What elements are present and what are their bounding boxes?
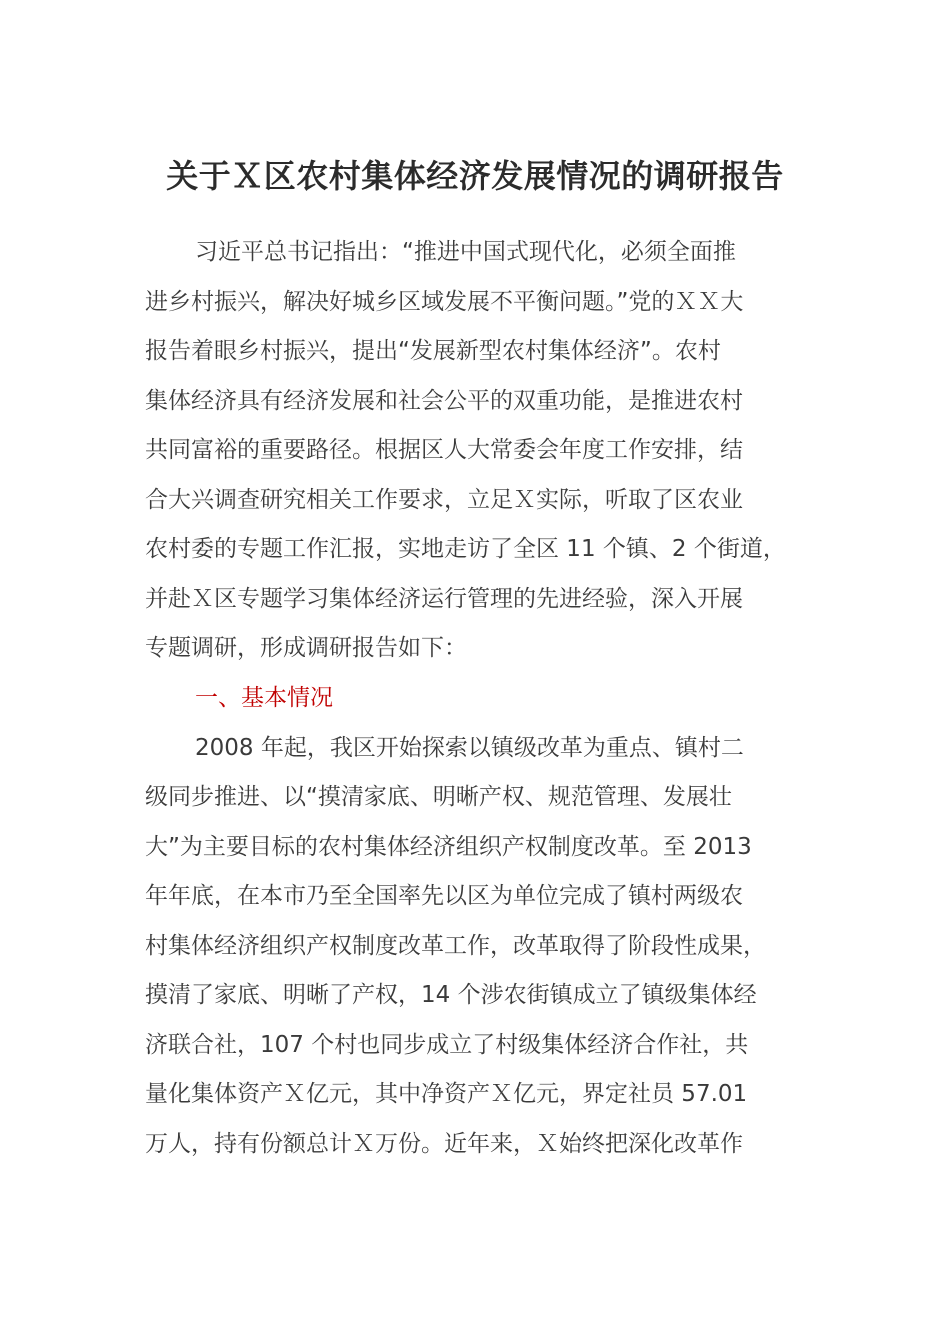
paragraph-line: 农村委的专题工作汇报，实地走访了全区 11 个镇、2 个街道， (145, 536, 786, 562)
paragraph-line: 2008 年起，我区开始探索以镇级改革为重点、镇村二 (195, 735, 744, 761)
paragraph-line: 年年底，在本市乃至全国率先以区为单位完成了镇村两级农 (145, 883, 743, 909)
paragraph-line: 万人，持有份额总计Ｘ万份。近年来，Ｘ始终把深化改革作 (145, 1131, 743, 1157)
paragraph-line: 合大兴调查研究相关工作要求，立足Ｘ实际，听取了区农业 (145, 487, 743, 513)
paragraph-line: 并赴Ｘ区专题学习集体经济运行管理的先进经验，深入开展 (145, 586, 743, 612)
paragraph-line: 专题调研，形成调研报告如下： (145, 635, 467, 661)
paragraph-line: 村集体经济组织产权制度改革工作，改革取得了阶段性成果， (145, 933, 766, 959)
section-heading: 一、基本情况 (195, 685, 333, 711)
paragraph-line: 报告着眼乡村振兴，提出“发展新型农村集体经济”。农村 (145, 338, 721, 364)
paragraph-line: 共同富裕的重要路径。根据区人大常委会年度工作安排，结 (145, 437, 743, 463)
paragraph-line: 习近平总书记指出：“推进中国式现代化，必须全面推 (195, 239, 736, 265)
paragraph-line: 大”为主要目标的农村集体经济组织产权制度改革。至 2013 (145, 834, 752, 860)
paragraph-line: 级同步推进、以“摸清家底、明晰产权、规范管理、发展壮 (145, 784, 732, 810)
paragraph-line: 摸清了家底、明晰了产权，14 个涉农街镇成立了镇级集体经 (145, 982, 757, 1008)
document-title: 关于Ｘ区农村集体经济发展情况的调研报告 (166, 157, 784, 195)
paragraph-line: 量化集体资产Ｘ亿元，其中净资产Ｘ亿元，界定社员 57.01 (145, 1081, 748, 1107)
paragraph-line: 集体经济具有经济发展和社会公平的双重功能，是推进农村 (145, 388, 743, 414)
paragraph-line: 济联合社，107 个村也同步成立了村级集体经济合作社，共 (145, 1032, 749, 1058)
paragraph-line: 进乡村振兴，解决好城乡区域发展不平衡问题。”党的ＸＸ大 (145, 289, 744, 315)
